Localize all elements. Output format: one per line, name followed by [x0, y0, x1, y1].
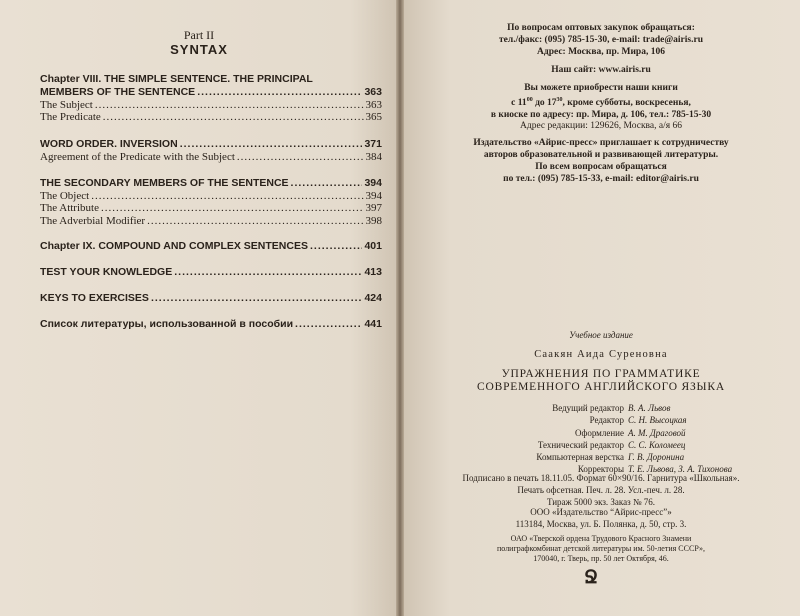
toc-entry: Список литературы, использованной в пособии ..... 441 — [40, 318, 382, 330]
toc-chapter-8-line1: Chapter VIII. THE SIMPLE SENTENCE. THE PRINCIPAL — [40, 73, 313, 85]
toc-entry: The Adverbial Modifier ..... 398 — [40, 215, 382, 227]
book-author: Саакян Аида Суреновна — [534, 349, 668, 360]
toc-entry: The Subject ..... 363 — [40, 99, 382, 111]
printer-logo-icon: Ջ — [584, 567, 598, 587]
toc-entry: The Object ..... 394 — [40, 190, 382, 202]
toc-entry: THE SECONDARY MEMBERS OF THE SENTENCE ..... 394 — [40, 177, 382, 189]
edition-type: Учебное издание — [569, 330, 633, 340]
toc-entry: MEMBERS OF THE SENTENCE ..... 363 — [40, 86, 382, 98]
toc-entry: TEST YOUR KNOWLEDGE ..... 413 — [40, 266, 382, 278]
toc-entry: WORD ORDER. INVERSION ..... 371 — [40, 138, 382, 150]
credit-row: Ведущий редактор В. А. Львов — [552, 403, 671, 413]
table-of-contents — [40, 0, 382, 616]
editorial-address: Адрес редакции: 129626, Москва, а/я 66 — [520, 121, 682, 131]
toc-entry: The Predicate ..... 365 — [40, 111, 382, 123]
credit-row: Редактор С. Н. Высоцкая — [589, 415, 687, 426]
part-label: Part II — [183, 28, 215, 42]
credit-row: Технический редактор С. С. Коломеец — [537, 439, 686, 450]
retail-hours: с $11^{00}$ до $17^{30}$, кроме субботы, воскресенья, — [511, 97, 691, 109]
print-info-block: Подписано в печать 18.11.05. Формат 60×90/16. Гарнитура «Школьная». Печать офсетная. Печ. л. 28. Усл.-печ. л. 28. Тираж 5000 экз. Заказ № 76. — [462, 473, 740, 507]
book-title: УПРАЖНЕНИЯ ПО ГРАММАТИКЕ СОВРЕМЕННОГО АНГЛИЙСКОГО ЯЗЫКА — [477, 368, 725, 393]
printer-block: ОАО «Тверской ордена Трудового Красного Знамени полиграфкомбинат детской литературы им. 50-летия СССР», 170040, г. Тверь, пр. 50 лет Октября, 46. — [497, 534, 705, 563]
toc-entry: Agreement of the Predicate with the Subject ..... 384 — [40, 151, 382, 163]
part-title: SYNTAX — [170, 42, 228, 57]
credit-row: Оформление А. М. Драговой — [574, 427, 686, 438]
toc-entry: Chapter IX. COMPOUND AND COMPLEX SENTENCES ..... 401 — [40, 240, 382, 252]
invitation-block: Издательство «Айрис-пресс» приглашает к сотрудничеству авторов образовательной и развивающей литературы. По всем вопросам обращаться по тел.: (095) 785-15-33, e-mail: editor@airis.ru — [473, 138, 729, 184]
toc-entry: The Attribute ..... 397 — [40, 202, 382, 214]
credit-row: Компьютерная верстка Г. В. Доронина — [536, 452, 685, 463]
credit-row: Корректоры Т. Е. Львова, З. А. Тихонова — [577, 464, 733, 475]
toc-entry: KEYS TO EXERCISES ..... 424 — [40, 292, 382, 304]
retail-block: Вы можете приобрести наши книги с $11^{00}$ до $17^{30}$, кроме субботы, воскресенья, в киоске по адресу: пр. Мира, д. 106, тел.: 785-15-30 — [402, 82, 800, 121]
website-line: Наш сайт: www.airis.ru — [551, 65, 651, 75]
wholesale-contact-block: По вопросам оптовых закупок обращаться: тел./факс: (095) 785-15-30, e-mail: trade@airis.ru Адрес: Москва, пр. Мира, 106 — [499, 23, 703, 57]
publisher-block: ООО «Издательство “Айрис-пресс”» 113184, Москва, ул. Б. Полянка, д. 50, стр. 3. — [515, 507, 687, 529]
credits-block — [402, 402, 800, 476]
